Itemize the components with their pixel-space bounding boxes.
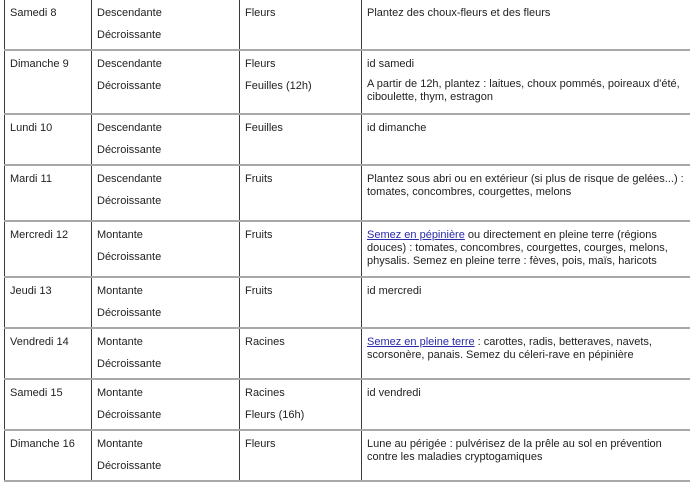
notes-cell — [362, 277, 690, 328]
plant-type-cell — [240, 0, 362, 50]
plant-type: Racines — [245, 336, 356, 349]
table-body — [5, 0, 690, 481]
moon-cell — [92, 430, 240, 481]
day-cell — [5, 114, 92, 165]
day-cell — [5, 50, 92, 114]
table-row — [5, 50, 690, 114]
day-cell — [5, 0, 92, 50]
notes-cell — [362, 114, 690, 165]
moon-phase: Décroissante — [97, 80, 234, 93]
moon-phase: Décroissante — [97, 409, 234, 422]
plant-type: Fruits — [245, 229, 356, 242]
note-paragraph — [367, 336, 685, 362]
note-text: id mercredi — [367, 285, 421, 297]
moon-cell — [92, 328, 240, 379]
lunar-calendar-table — [4, 0, 690, 482]
moon-cell — [92, 379, 240, 430]
moon-phase: Décroissante — [97, 195, 234, 208]
note-text: id dimanche — [367, 122, 426, 134]
plant-type-cell — [240, 277, 362, 328]
note-text: id samedi — [367, 58, 414, 70]
plant-type-cell — [240, 50, 362, 114]
day-label: Samedi 8 — [10, 7, 86, 20]
moon-trajectory: Descendante — [97, 7, 234, 20]
table-row — [5, 114, 690, 165]
moon-trajectory: Montante — [97, 438, 234, 451]
moon-cell — [92, 50, 240, 114]
day-label: Dimanche 16 — [10, 438, 86, 451]
moon-phase: Décroissante — [97, 251, 234, 264]
plant-type: Fleurs — [245, 58, 356, 71]
moon-cell — [92, 165, 240, 221]
plant-type: Fleurs — [245, 7, 356, 20]
table-row — [5, 0, 690, 50]
plant-type: Feuilles (12h) — [245, 80, 356, 93]
day-label: Jeudi 13 — [10, 285, 86, 298]
notes-cell — [362, 379, 690, 430]
note-text: : carottes, radis, betteraves, navets, scorsonère, panais. Semez du céleri-rave en pépinière — [367, 336, 652, 361]
notes-cell — [362, 50, 690, 114]
plant-type-cell — [240, 221, 362, 277]
moon-phase: Décroissante — [97, 358, 234, 371]
note-paragraph — [367, 78, 685, 104]
day-label: Vendredi 14 — [10, 336, 86, 349]
plant-type: Fleurs — [245, 438, 356, 451]
lunar-calendar — [4, 0, 690, 482]
plant-type-cell — [240, 430, 362, 481]
day-cell — [5, 221, 92, 277]
day-label: Samedi 15 — [10, 387, 86, 400]
plant-type-cell — [240, 379, 362, 430]
table-row — [5, 379, 690, 430]
note-text: Plantez sous abri ou en extérieur (si plus de risque de gelées...) : tomates, concombres, courgettes, melons — [367, 173, 684, 198]
notes-cell — [362, 430, 690, 481]
note-paragraph — [367, 122, 685, 135]
note-paragraph — [367, 438, 685, 464]
table-row — [5, 165, 690, 221]
note-text: id vendredi — [367, 387, 421, 399]
moon-phase: Décroissante — [97, 307, 234, 320]
note-text: Plantez des choux-fleurs et des fleurs — [367, 7, 550, 19]
notes-cell — [362, 221, 690, 277]
note-link[interactable]: Semez en pleine terre — [367, 336, 475, 348]
note-text: Lune au périgée : pulvérisez de la prêle au sol en prévention contre les maladies cryptogamiques — [367, 438, 662, 463]
note-paragraph — [367, 58, 685, 71]
notes-cell — [362, 165, 690, 221]
table-row — [5, 328, 690, 379]
notes-cell — [362, 328, 690, 379]
table-row — [5, 277, 690, 328]
day-cell — [5, 277, 92, 328]
moon-cell — [92, 221, 240, 277]
note-link[interactable]: Semez en pépinière — [367, 229, 465, 241]
plant-type: Fruits — [245, 173, 356, 186]
day-cell — [5, 328, 92, 379]
moon-cell — [92, 114, 240, 165]
notes-cell — [362, 0, 690, 50]
note-paragraph — [367, 285, 685, 298]
plant-type: Fruits — [245, 285, 356, 298]
note-text: ou directement en pleine terre (régions douces) : tomates, concombres, courgettes, courges, melons, physalis. Semez en pleine terre : fèves, pois, maïs, haricots — [367, 229, 668, 267]
moon-cell — [92, 277, 240, 328]
note-paragraph — [367, 7, 685, 20]
plant-type-cell — [240, 114, 362, 165]
note-paragraph — [367, 229, 685, 268]
plant-type: Fleurs (16h) — [245, 409, 356, 422]
moon-phase: Décroissante — [97, 144, 234, 157]
moon-trajectory: Montante — [97, 285, 234, 298]
moon-phase: Décroissante — [97, 460, 234, 473]
moon-trajectory: Descendante — [97, 173, 234, 186]
note-text: A partir de 12h, plantez : laitues, choux pommés, poireaux d'été, ciboulette, thym, estragon — [367, 78, 680, 103]
plant-type: Feuilles — [245, 122, 356, 135]
moon-cell — [92, 0, 240, 50]
day-cell — [5, 165, 92, 221]
moon-trajectory: Montante — [97, 387, 234, 400]
table-row — [5, 221, 690, 277]
day-cell — [5, 430, 92, 481]
day-label: Mercredi 12 — [10, 229, 86, 242]
table-row — [5, 430, 690, 481]
moon-trajectory: Montante — [97, 336, 234, 349]
day-label: Lundi 10 — [10, 122, 86, 135]
moon-trajectory: Descendante — [97, 58, 234, 71]
plant-type-cell — [240, 328, 362, 379]
day-label: Mardi 11 — [10, 173, 86, 186]
plant-type: Racines — [245, 387, 356, 400]
moon-trajectory: Descendante — [97, 122, 234, 135]
day-label: Dimanche 9 — [10, 58, 86, 71]
moon-phase: Décroissante — [97, 29, 234, 42]
plant-type-cell — [240, 165, 362, 221]
moon-trajectory: Montante — [97, 229, 234, 242]
note-paragraph — [367, 173, 685, 199]
note-paragraph — [367, 387, 685, 400]
day-cell — [5, 379, 92, 430]
